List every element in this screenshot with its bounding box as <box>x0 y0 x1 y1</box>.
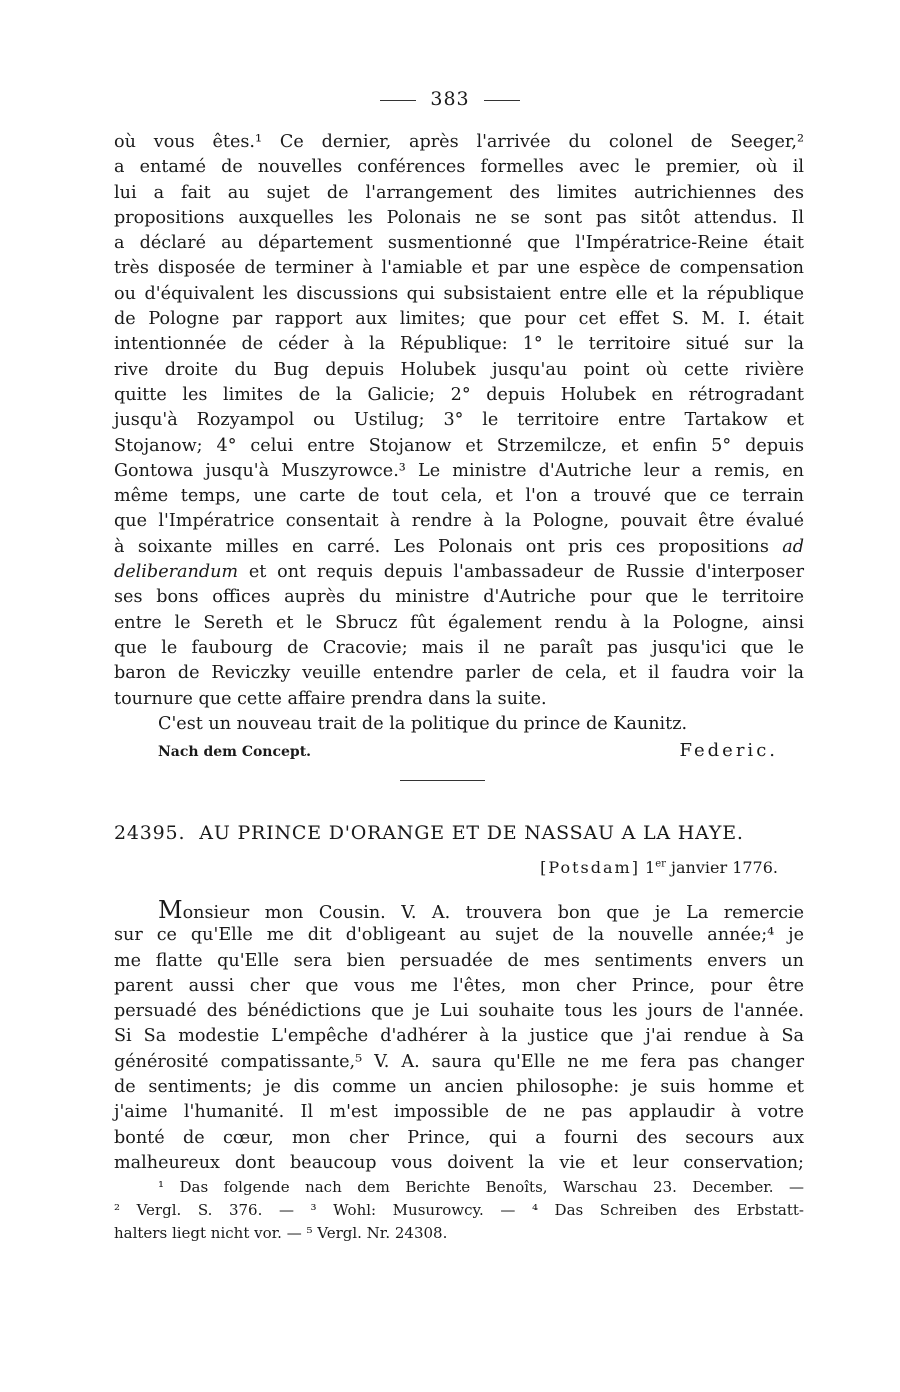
signature-row <box>158 740 778 764</box>
page-number-row <box>0 88 900 110</box>
text-line: où vous êtes.¹ Ce dernier, après l'arrivée du colonel de Seeger,² <box>114 132 804 152</box>
text-line: que le faubourg de Cracovie; mais il ne paraît pas jusqu'ici que le <box>114 637 804 658</box>
text-segment: et ont requis depuis l'ambassadeur de Russie d'interposer <box>248 562 804 583</box>
folio-dash-right <box>484 100 520 101</box>
folio-dash-left <box>380 100 416 101</box>
text-line: sur ce qu'Elle me dit d'obligeant au sujet de la nouvelle année;⁴ je <box>114 925 804 946</box>
text-line: a déclaré au département susmentionné que l'Impératrice-Reine était <box>114 233 804 254</box>
text-line: lui a fait au sujet de l'arrangement des limites autrichiennes des <box>114 182 804 203</box>
text-line: même temps, une carte de tout cela, et l'on a trouvé que ce terrain <box>114 486 804 507</box>
footnote-line: ² Vergl. S. 376. — ³ Wohl: Musurowcy. — ⁴ Das Schreiben des Erbstatt- <box>114 1201 804 1219</box>
text-line: ses bons offices auprès du ministre d'Autriche pour que le territoire <box>114 587 804 608</box>
text-line: intentionnée de céder à la République: 1° le territoire situé sur la <box>114 334 804 355</box>
text-line-first <box>114 898 804 923</box>
italic-term: deliberandum <box>114 562 239 583</box>
date-rest: janvier 1776. <box>671 858 778 877</box>
text-segment: à soixante milles en carré. Les Polonais ont pris ces propositions <box>114 536 769 557</box>
text-line: parent aussi cher que vous me l'êtes, mon cher Prince, pour être <box>114 975 804 996</box>
date-day: 1 <box>645 858 656 877</box>
text-line: de Pologne par rapport aux limites; que pour cet effet S. M. I. était <box>114 309 804 330</box>
letter-number: 24395. <box>114 822 186 844</box>
text-line: de sentiments; je dis comme un ancien philosophe: je suis homme et <box>114 1077 804 1098</box>
text-line: quitte les limites de la Galicie; 2° depuis Holubek en rétrogradant <box>114 384 804 405</box>
letter-title: AU PRINCE D'ORANGE ET DE NASSAU A LA HAYE. <box>199 822 744 844</box>
text-line: très disposée de terminer à l'amiable et par une espèce de compensation <box>114 258 804 279</box>
page-number: 383 <box>430 88 470 110</box>
closing-line: C'est un nouveau trait de la politique du prince de Kaunitz. <box>158 713 688 734</box>
initial-letter: M <box>158 896 183 924</box>
text-line: j'aime l'humanité. Il m'est impossible de ne pas applaudir à votre <box>114 1102 804 1123</box>
text-line: malheureux dont beaucoup vous doivent la vie et leur conservation; <box>114 1152 804 1173</box>
text-line: persuadé des bénédictions que je Lui souhaite tous les jours de l'année. <box>114 1001 804 1022</box>
text-segment: onsieur mon Cousin. V. A. trouvera bon que je La remercie <box>182 903 804 923</box>
text-line: ou d'équivalent les discussions qui subsistaient entre elle et la république <box>114 283 804 304</box>
text-line: me flatte qu'Elle sera bien persuadée de mes sentiments envers un <box>114 950 804 971</box>
date-ordinal: er <box>655 858 666 870</box>
text-line: tournure que cette affaire prendra dans la suite. <box>114 688 547 709</box>
text-line: Si Sa modestie L'empêche d'adhérer à la justice que j'ai rendue à Sa <box>114 1026 804 1047</box>
source-note: Nach dem Concept. <box>158 744 312 760</box>
footnote-line: ¹ Das folgende nach dem Berichte Benoîts, Warschau 23. December. — <box>158 1178 804 1196</box>
section-divider <box>400 780 485 781</box>
text-line: rive droite du Bug depuis Holubek jusqu'au point où cette rivière <box>114 359 804 380</box>
text-line-with-italic <box>114 560 804 585</box>
text-line: a entamé de nouvelles conférences formelles avec le premier, où il <box>114 157 804 178</box>
text-line: générosité compatissante,⁵ V. A. saura qu'Elle ne me fera pas changer <box>114 1051 804 1072</box>
footnotes <box>114 1176 804 1245</box>
text-line: Stojanow; 4° celui entre Stojanow et Strzemilcze, et enfin 5° depuis <box>114 435 804 456</box>
dateline <box>114 858 778 877</box>
letter2-body <box>114 898 804 1176</box>
text-line: bonté de cœur, mon cher Prince, qui a fourni des secours aux <box>114 1127 804 1148</box>
text-line-with-italic <box>114 535 804 560</box>
text-line: propositions auxquelles les Polonais ne se sont pas sitôt attendus. Il <box>114 207 804 228</box>
signature: Federic. <box>679 740 778 761</box>
place: [Potsdam] <box>540 858 640 877</box>
footnote-line: halters liegt nicht vor. — ⁵ Vergl. Nr. 24308. <box>114 1224 448 1242</box>
letter1-body <box>114 130 804 737</box>
text-line: que l'Impératrice consentait à rendre à la Pologne, pouvait être évalué <box>114 511 804 532</box>
text-line: baron de Reviczky veuille entendre parler de cela, et il faudra voir la <box>114 663 804 684</box>
text-line: Gontowa jusqu'à Muszyrowce.³ Le ministre d'Autriche leur a remis, en <box>114 460 804 481</box>
letter2-heading <box>114 822 804 844</box>
text-line: entre le Sereth et le Sbrucz fût également rendu à la Pologne, ainsi <box>114 612 804 633</box>
text-line: jusqu'à Rozyampol ou Ustilug; 3° le territoire entre Tartakow et <box>114 410 804 431</box>
italic-term: ad <box>782 536 804 557</box>
